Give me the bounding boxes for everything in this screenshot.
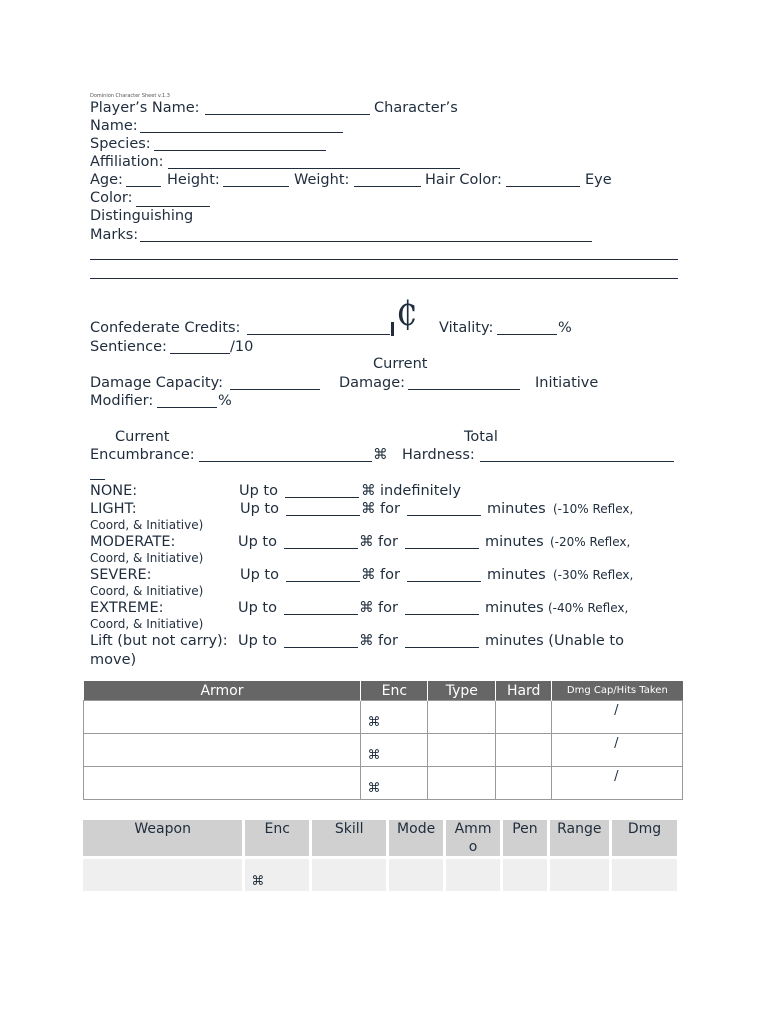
species-label: Species: bbox=[90, 136, 151, 152]
enc-upto-label: Up to bbox=[240, 567, 279, 583]
armor-enc-cell[interactable] bbox=[361, 767, 428, 800]
enc-for-label: for bbox=[380, 501, 400, 517]
enc-duration-label: indefinitely bbox=[380, 483, 461, 499]
enc-minutes-label: minutes bbox=[487, 501, 546, 517]
enc-column-header: Enc bbox=[245, 820, 309, 856]
character-label: Character’s bbox=[374, 100, 458, 116]
enc-level-label: Lift (but not carry): bbox=[90, 633, 228, 649]
table-row bbox=[84, 767, 683, 800]
current-encumbrance-header: Current bbox=[115, 429, 170, 445]
enc-minutes-label: minutes (Unable to bbox=[485, 633, 624, 649]
enc-moderate-weight-field[interactable] bbox=[284, 548, 358, 549]
document-title: Dominion Character Sheet v.1.3 bbox=[90, 93, 170, 99]
marks-line-2[interactable] bbox=[90, 259, 678, 260]
armor-enc-cell[interactable] bbox=[361, 701, 428, 734]
mode-column-header: Mode bbox=[389, 820, 442, 856]
credits-field[interactable] bbox=[247, 334, 390, 335]
marks-line-3[interactable] bbox=[90, 278, 678, 279]
height-field[interactable] bbox=[223, 186, 289, 187]
armor-table-header bbox=[84, 681, 683, 701]
enc-penalty-note: move) bbox=[90, 652, 137, 668]
weapon-table bbox=[80, 820, 680, 891]
weapon-enc-cell[interactable] bbox=[245, 859, 309, 891]
enc-symbol-icon: ⌘ bbox=[367, 748, 381, 763]
weapon-pen-cell[interactable] bbox=[503, 859, 546, 891]
enc-moderate-minutes-field[interactable] bbox=[405, 548, 479, 549]
enc-minutes-label: minutes bbox=[487, 567, 546, 583]
enc-lift-minutes-field[interactable] bbox=[405, 647, 479, 648]
enc-upto-label: Up to bbox=[240, 501, 279, 517]
armor-name-cell[interactable] bbox=[84, 701, 361, 734]
sentience-label: Sentience: bbox=[90, 339, 167, 355]
enc-level-label: LIGHT: bbox=[90, 501, 137, 517]
weapon-dmg-cell[interactable] bbox=[612, 859, 677, 891]
dmg-cap-column-header: Dmg Cap/Hits Taken bbox=[552, 681, 683, 701]
character-name-field[interactable] bbox=[140, 132, 343, 133]
enc-penalty-note: Coord, & Initiative) bbox=[90, 518, 204, 532]
name-label: Name: bbox=[90, 118, 138, 134]
enc-symbol-icon: ⌘ bbox=[361, 567, 376, 583]
confederate-credits-label: Confederate Credits: bbox=[90, 320, 241, 336]
enc-symbol-icon: ⌘ bbox=[359, 534, 374, 550]
armor-column-header: Armor bbox=[84, 681, 361, 701]
current-damage-header: Current bbox=[373, 356, 428, 372]
enc-severe-weight-field[interactable] bbox=[286, 581, 360, 582]
modifier-label: Modifier: bbox=[90, 393, 154, 409]
enc-upto-label: Up to bbox=[238, 600, 277, 616]
enc-light-weight-field[interactable] bbox=[286, 515, 360, 516]
enc-upto-label: Up to bbox=[238, 633, 277, 649]
weapon-mode-cell[interactable] bbox=[389, 859, 442, 891]
sentience-field[interactable] bbox=[170, 353, 230, 354]
armor-type-cell[interactable] bbox=[428, 734, 496, 767]
dmg-column-header: Dmg bbox=[612, 820, 677, 856]
color-label: Color: bbox=[90, 190, 133, 206]
sentience-max: /10 bbox=[230, 339, 254, 355]
modifier-percent: % bbox=[218, 393, 232, 409]
ammo-column-header: Amm o bbox=[446, 820, 500, 856]
credit-symbol-icon: ₵ bbox=[396, 294, 418, 334]
range-column-header: Range bbox=[550, 820, 609, 856]
armor-enc-cell[interactable] bbox=[361, 734, 428, 767]
current-damage-field[interactable] bbox=[408, 389, 520, 390]
vitality-percent: % bbox=[558, 320, 572, 336]
hair-color-field[interactable] bbox=[506, 186, 580, 187]
weapon-column-header: Weapon bbox=[83, 820, 242, 856]
enc-severe-minutes-field[interactable] bbox=[407, 581, 481, 582]
height-label: Height: bbox=[167, 172, 220, 188]
enc-extreme-weight-field[interactable] bbox=[284, 614, 358, 615]
armor-name-cell[interactable] bbox=[84, 734, 361, 767]
enc-none-weight-field[interactable] bbox=[285, 497, 359, 498]
dmg-slash: / bbox=[614, 703, 619, 718]
armor-name-cell[interactable] bbox=[84, 767, 361, 800]
enc-symbol-icon: ⌘ bbox=[251, 874, 265, 889]
armor-dmg-cell[interactable] bbox=[552, 701, 683, 734]
enc-minutes-label: minutes bbox=[485, 600, 544, 616]
table-row bbox=[84, 701, 683, 734]
vitality-field[interactable] bbox=[497, 334, 557, 335]
enc-for-label: for bbox=[378, 600, 398, 616]
species-field[interactable] bbox=[154, 150, 326, 151]
player-name-field[interactable] bbox=[205, 114, 370, 115]
enc-symbol-icon: ⌘ bbox=[361, 483, 376, 499]
weapon-skill-cell[interactable] bbox=[312, 859, 386, 891]
marks-label: Marks: bbox=[90, 227, 139, 243]
enc-for-label: for bbox=[380, 567, 400, 583]
distinguishing-label: Distinguishing bbox=[90, 208, 194, 224]
enc-level-label: EXTREME: bbox=[90, 600, 164, 616]
enc-extreme-minutes-field[interactable] bbox=[405, 614, 479, 615]
age-label: Age: bbox=[90, 172, 123, 188]
encumbrance-field[interactable] bbox=[199, 461, 372, 462]
dmg-slash: / bbox=[614, 769, 619, 784]
table-row bbox=[83, 859, 677, 891]
weight-field[interactable] bbox=[354, 186, 421, 187]
enc-upto-label: Up to bbox=[239, 483, 278, 499]
enc-upto-label: Up to bbox=[238, 534, 277, 550]
enc-level-label: SEVERE: bbox=[90, 567, 152, 583]
player-name-label: Player’s Name: bbox=[90, 100, 200, 116]
enc-lift-weight-field[interactable] bbox=[284, 647, 358, 648]
armor-dmg-cell[interactable] bbox=[552, 767, 683, 800]
enc-symbol-icon: ⌘ bbox=[367, 715, 381, 730]
armor-hard-cell[interactable] bbox=[496, 767, 552, 800]
enc-minutes-label: minutes bbox=[485, 534, 544, 550]
eye-label: Eye bbox=[585, 172, 612, 188]
encumbrance-label: Encumbrance: bbox=[90, 447, 195, 463]
enc-symbol-icon: ⌘ bbox=[367, 781, 381, 796]
weapon-table-header bbox=[83, 820, 677, 856]
enc-level-label: MODERATE: bbox=[90, 534, 176, 550]
enc-symbol-icon: ⌘ bbox=[373, 447, 388, 463]
enc-for-label: for bbox=[378, 534, 398, 550]
type-column-header: Type bbox=[428, 681, 496, 701]
hardness-field-wrap[interactable] bbox=[90, 479, 105, 480]
weapon-ammo-cell[interactable] bbox=[446, 859, 500, 891]
armor-dmg-cell[interactable] bbox=[552, 734, 683, 767]
armor-type-cell[interactable] bbox=[428, 701, 496, 734]
enc-penalty-note: Coord, & Initiative) bbox=[90, 617, 204, 631]
hair-color-label: Hair Color: bbox=[425, 172, 502, 188]
hardness-field[interactable] bbox=[480, 461, 674, 462]
total-hardness-header: Total bbox=[464, 429, 498, 445]
enc-symbol-icon: ⌘ bbox=[359, 600, 374, 616]
enc-level-label: NONE: bbox=[90, 483, 138, 499]
enc-penalty-note: Coord, & Initiative) bbox=[90, 584, 204, 598]
skill-column-header: Skill bbox=[312, 820, 386, 856]
initiative-modifier-field[interactable] bbox=[157, 407, 217, 408]
dmg-slash: / bbox=[614, 736, 619, 751]
weapon-range-cell[interactable] bbox=[550, 859, 609, 891]
enc-penalty-label: (-40% Reflex, bbox=[548, 601, 629, 615]
enc-symbol-icon: ⌘ bbox=[361, 501, 376, 517]
affiliation-label: Affiliation: bbox=[90, 154, 164, 170]
text-cursor bbox=[391, 322, 394, 336]
armor-hard-cell[interactable] bbox=[496, 734, 552, 767]
weapon-name-cell[interactable] bbox=[83, 859, 242, 891]
enc-light-minutes-field[interactable] bbox=[407, 515, 481, 516]
initiative-label: Initiative bbox=[535, 375, 599, 391]
marks-field[interactable] bbox=[140, 241, 592, 242]
armor-type-cell[interactable] bbox=[428, 767, 496, 800]
table-row bbox=[84, 734, 683, 767]
enc-penalty-label: (-30% Reflex, bbox=[553, 568, 634, 582]
hard-column-header: Hard bbox=[496, 681, 552, 701]
enc-penalty-note: Coord, & Initiative) bbox=[90, 551, 204, 565]
age-field[interactable] bbox=[126, 186, 161, 187]
damage-capacity-label: Damage Capacity: bbox=[90, 375, 223, 391]
damage-label: Damage: bbox=[339, 375, 406, 391]
enc-symbol-icon: ⌘ bbox=[359, 633, 374, 649]
enc-penalty-label: (-10% Reflex, bbox=[553, 502, 634, 516]
damage-capacity-field[interactable] bbox=[230, 389, 320, 390]
enc-for-label: for bbox=[378, 633, 398, 649]
enc-column-header: Enc bbox=[361, 681, 428, 701]
armor-hard-cell[interactable] bbox=[496, 701, 552, 734]
enc-penalty-label: (-20% Reflex, bbox=[550, 535, 631, 549]
weight-label: Weight: bbox=[294, 172, 350, 188]
hardness-label: Hardness: bbox=[402, 447, 475, 463]
vitality-label: Vitality: bbox=[439, 320, 494, 336]
affiliation-field[interactable] bbox=[168, 168, 460, 169]
pen-column-header: Pen bbox=[503, 820, 546, 856]
armor-table bbox=[83, 681, 683, 800]
